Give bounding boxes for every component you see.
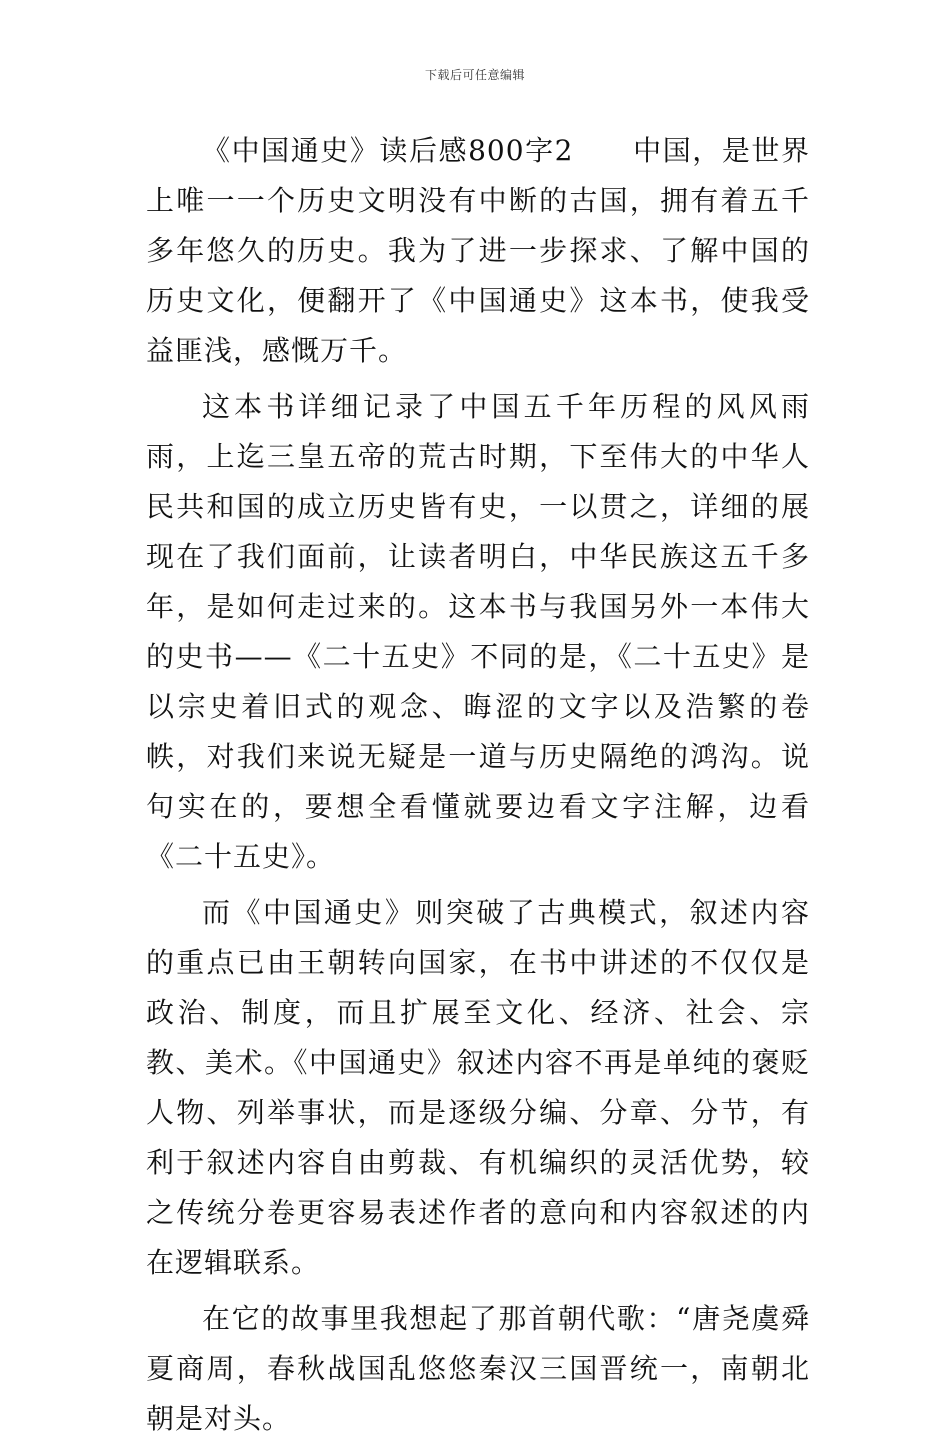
paragraph-book-content: 这本书详细记录了中国五千年历程的风风雨雨，上迄三皇五帝的荒古时期，下至伟大的中华人民共和国的成立历史皆有史，一以贯之，详细的展现在了我们面前，让读者明白，中华民族这五千多年，是如何走过来的。这本书与我国另外一本伟大的史书——《二十五史》不同的是，《二十五史》是以宗史着旧式的观念、晦涩的文字以及浩繁的卷帙，对我们来说无疑是一道与历史隔绝的鸿沟。说句实在的，要想全看懂就要边看文字注解，边看《二十五史》。: [146, 390, 810, 873]
download-note: 下载后可任意编辑: [424, 68, 525, 82]
paragraph-intro: 《中国通史》读后感800字2 中国，是世界上唯一一个历史文明没有中断的古国，拥有着五千多年悠久的历史。我为了进一步探求、了解中国的历史文化，便翻开了《中国通史》这本书，使我受益匪浅，感慨万千。: [146, 134, 810, 367]
document-body: [146, 126, 810, 1444]
paragraph-book-structure: 而《中国通史》则突破了古典模式，叙述内容的重点已由王朝转向国家，在书中讲述的不仅仅是政治、制度，而且扩展至文化、经济、社会、宗教、美术。《中国通史》叙述内容不再是单纯的褒贬人物、列举事状，而是逐级分编、分章、分节，有利于叙述内容自由剪裁、有机编织的灵活优势，较之传统分卷更容易表述作者的意向和内容叙述的内在逻辑联系。: [146, 896, 810, 1279]
paragraph-dynasty-song: 在它的故事里我想起了那首朝代歌：“唐尧虞舜夏商周，春秋战国乱悠悠秦汉三国晋统一，南朝北朝是对头。: [146, 1302, 810, 1435]
